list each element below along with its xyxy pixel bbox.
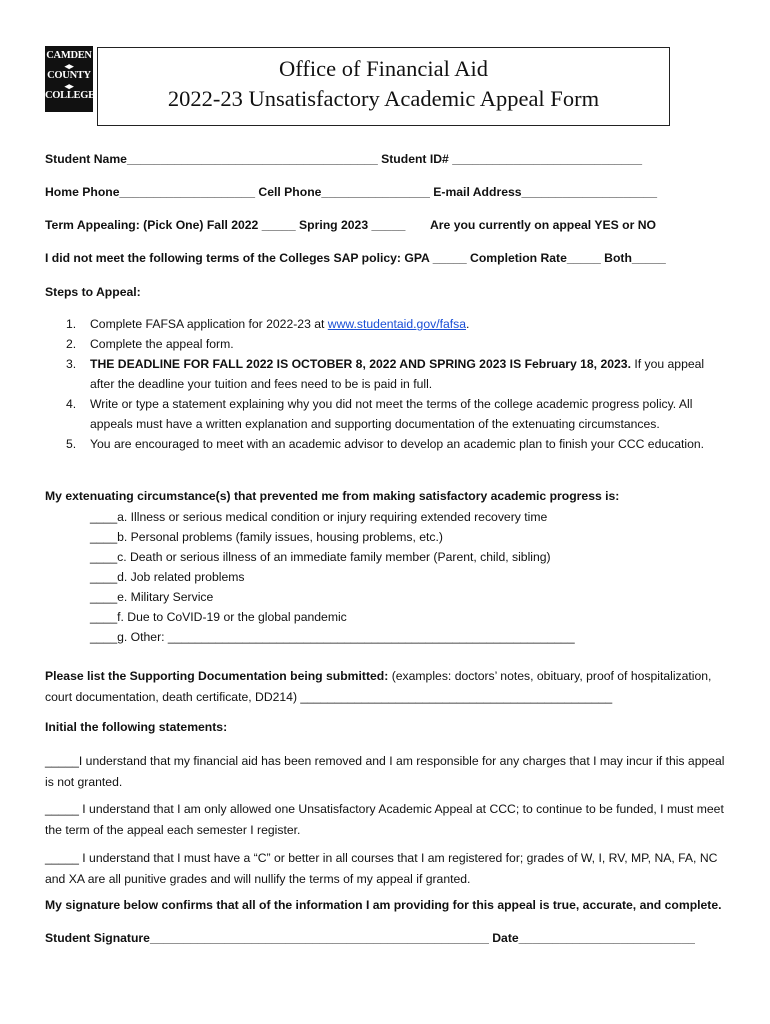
camden-county-college-logo bbox=[45, 46, 93, 112]
list-item: 4. Write or type a statement explaining why you did not meet the terms of the college academic progress policy. All appeals must have a written explanation and supporting documentation of the extenuating circumstances. bbox=[66, 397, 693, 431]
circumstance-option-g[interactable]: ____g. Other: ____________________________________________________________ bbox=[90, 630, 575, 644]
supporting-documentation-field[interactable]: Please list the Supporting Documentation being submitted: (examples: doctors’ notes, obituary, proof of hospitalization, court documentation, death certificate, DD214) ______________________________________________ bbox=[45, 669, 712, 704]
circumstance-option-c[interactable]: ____c. Death or serious illness of an immediate family member (Parent, child, sibling) bbox=[90, 550, 551, 564]
form-title-box bbox=[97, 47, 670, 126]
logo-arrow-icon: ◂▸ bbox=[64, 61, 74, 71]
sap-policy-field[interactable]: I did not meet the following terms of the Colleges SAP policy: GPA _____ Completion Rate_____ Both_____ bbox=[45, 251, 666, 265]
list-item: 5. You are encouraged to meet with an academic advisor to develop an academic plan to finish your CCC education. bbox=[66, 437, 705, 451]
office-title: Office of Financial Aid bbox=[279, 56, 488, 81]
term-appealing-field[interactable]: Term Appealing: (Pick One) Fall 2022 _____ Spring 2023 _____ bbox=[45, 218, 406, 232]
logo-line-1: CAMDEN bbox=[46, 50, 92, 61]
steps-list bbox=[66, 314, 726, 454]
logo-arrow-icon: ◂▸ bbox=[64, 81, 74, 91]
fafsa-link[interactable]: www.studentaid.gov/fafsa bbox=[327, 317, 467, 331]
logo-line-2: COUNTY bbox=[47, 70, 91, 81]
signature-date-field[interactable]: Student Signature__________________________________________________ Date__________________________ bbox=[45, 931, 695, 945]
circumstances-list bbox=[90, 507, 575, 647]
list-item: 1. Complete FAFSA application for 2022-23 at www.studentaid.gov/fafsa. bbox=[66, 317, 470, 331]
circumstances-heading: My extenuating circumstance(s) that prevented me from making satisfactory academic progress is: bbox=[45, 489, 620, 503]
circumstance-option-d[interactable]: ____d. Job related problems bbox=[90, 570, 245, 584]
signature-confirmation: My signature below confirms that all of the information I am providing for this appeal is true, accurate, and complete. bbox=[45, 898, 722, 912]
statement-3[interactable]: _____ I understand that I must have a “C” or better in all courses that I am registered for; grades of W, I, RV, MP, NA, FA, NC and XA are all punitive grades and will nullify the terms of my appeal if granted. bbox=[45, 851, 718, 886]
circumstance-option-f[interactable]: ____f. Due to CoVID-19 or the global pandemic bbox=[90, 610, 347, 624]
circumstance-option-b[interactable]: ____b. Personal problems (family issues, housing problems, etc.) bbox=[90, 530, 443, 544]
circumstance-option-e[interactable]: ____e. Military Service bbox=[90, 590, 214, 604]
logo-line-3: COLLEGE bbox=[45, 90, 95, 101]
statement-2[interactable]: _____ I understand that I am only allowed one Unsatisfactory Academic Appeal at CCC; to continue to be funded, I must meet the term of the appeal each semester I register. bbox=[45, 802, 724, 837]
form-title: 2022-23 Unsatisfactory Academic Appeal Form bbox=[167, 86, 600, 111]
deadline-notice: THE DEADLINE FOR FALL 2022 IS OCTOBER 8, 2022 AND SPRING 2023 IS February 18, 2023. bbox=[90, 357, 631, 371]
steps-heading: Steps to Appeal: bbox=[45, 285, 141, 299]
statements-heading: Initial the following statements: bbox=[45, 720, 228, 734]
phone-email-fields[interactable]: Home Phone____________________ Cell Phone________________ E-mail Address____________________ bbox=[45, 185, 658, 199]
circumstance-option-a[interactable]: ____a. Illness or serious medical condition or injury requiring extended recovery time bbox=[90, 510, 548, 524]
list-item: 3. THE DEADLINE FOR FALL 2022 IS OCTOBER 8, 2022 AND SPRING 2023 IS February 18, 2023. If you appeal after the deadline your tuition and fees need to be is paid in full. bbox=[66, 357, 705, 391]
list-item: 2. Complete the appeal form. bbox=[66, 337, 234, 351]
statement-1[interactable]: _____I understand that my financial aid has been removed and I am responsible for any charges that I may incur if this appeal is not granted. bbox=[45, 754, 725, 789]
on-appeal-question[interactable]: Are you currently on appeal YES or NO bbox=[430, 218, 656, 232]
student-name-field[interactable]: Student Name_____________________________________ Student ID# ____________________________ bbox=[45, 152, 642, 166]
